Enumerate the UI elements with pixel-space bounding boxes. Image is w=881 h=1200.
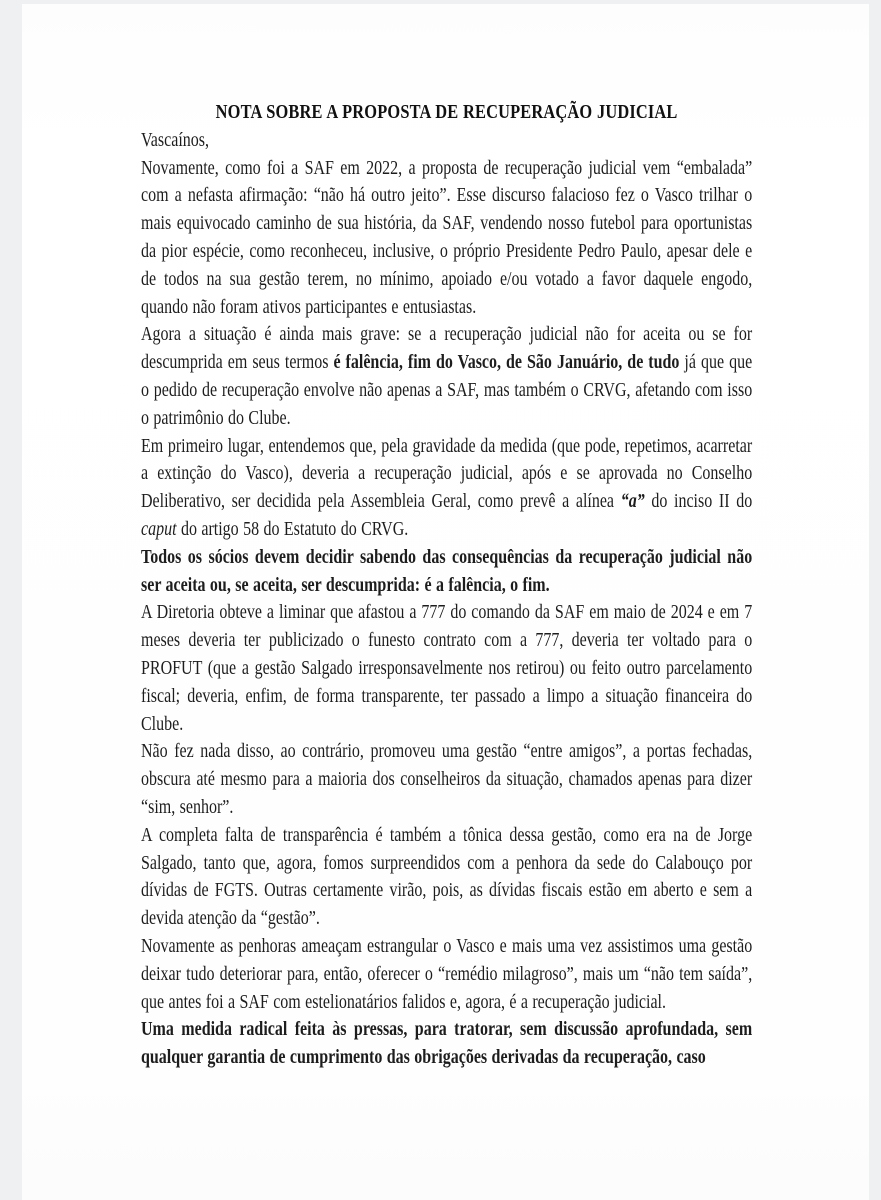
text-segment: Em primeiro lugar, entendemos que, pela gravidade da medida (que pode, repetimos, acarretar a extinção do Vasco), deveria a recuperação judicial, após e se aprovada no Conselho Deliberativo, ser decidida pela Assembleia Geral, como prevê a alínea	[141, 434, 753, 513]
paragraph	[141, 738, 752, 821]
text-segment: Não fez nada disso, ao contrário, promoveu uma gestão “entre amigos”, a portas fechadas, obscura até mesmo para a maioria dos conselheiros da situação, chamados apenas para dizer “sim, senhor”.	[141, 740, 753, 818]
text-segment: Novamente, como foi a SAF em 2022, a proposta de recuperação judicial vem “embalada” com a nefasta afirmação: “não há outro jeito”. Esse discurso falacioso fez o Vasco trilhar o mais equivocado caminho de sua história, da SAF, vendendo nosso futebol para oportunistas da pior espécie, como reconheceu, inclusive, o próprio Presidente Pedro Paulo, apesar dele e de todos na sua gestão terem, no mínimo, apoiado e/ou votado a favor daquele engodo, quando não foram ativos participantes e entusiastas.	[141, 156, 753, 318]
paragraph	[141, 1016, 752, 1072]
text-segment: Vascaínos,	[141, 128, 209, 151]
paragraph	[141, 433, 752, 544]
text-segment: Todos os sócios devem decidir sabendo das consequências da recuperação judicial não ser aceita ou, se aceita, ser descumprida: é a falência, o fim.	[141, 545, 753, 596]
text-segment: A Diretoria obteve a liminar que afastou a 777 do comando da SAF em maio de 2024 e em 7 meses deveria ter publicizado o funesto contrato com a 777, deveria ter voltado para o PROFUT (que a gestão Salgado irresponsavelmente nos retirou) ou feito outro parcelamento fiscal; deveria, enfim, de forma transparente, ter passado a limpo a situação financeira do Clube.	[141, 601, 753, 735]
paragraph	[141, 933, 752, 1016]
paragraph	[141, 544, 752, 600]
document-body	[141, 127, 752, 1072]
text-segment: Agora a situação é ainda mais grave: se a recuperação judicial não for aceita ou se for descumprida em seus termos	[141, 323, 753, 374]
text-segment: já que que o pedido de recuperação envolve não apenas a SAF, mas também o CRVG, afetando com isso o patrimônio do Clube.	[141, 351, 753, 429]
paragraph	[141, 155, 752, 322]
text-segment: do artigo 58 do Estatuto do CRVG.	[176, 517, 409, 540]
paragraph	[141, 822, 752, 933]
document-page	[22, 4, 869, 1200]
text-segment: Uma medida radical feita às pressas, para tratorar, sem discussão aprofundada, sem qualquer garantia de cumprimento das obrigações derivadas da recuperação, caso	[141, 1018, 753, 1069]
text-segment: do inciso II do	[644, 490, 753, 513]
text-segment: “a”	[620, 490, 645, 513]
paragraph	[141, 127, 752, 155]
paragraph	[141, 599, 752, 738]
document-content	[141, 99, 752, 1072]
text-segment: Novamente as penhoras ameaçam estrangular o Vasco e mais uma vez assistimos uma gestão deixar tudo deteriorar para, então, oferecer o “remédio milagroso”, mais um “não tem saída”, que antes foi a SAF com estelionatários falidos e, agora, é a recuperação judicial.	[141, 934, 753, 1013]
text-segment: caput	[141, 517, 177, 540]
text-segment: A completa falta de transparência é também a tônica dessa gestão, como era na de Jorge Salgado, tanto que, agora, fomos surpreendidos com a penhora da sede do Calabouço por dívidas de FGTS. Outras certamente virão, pois, as dívidas fiscais estão em aberto e sem a devida atenção da “gestão”.	[141, 823, 753, 930]
text-segment: é falência, fim do Vasco, de São Januário, de tudo	[333, 351, 680, 374]
paragraph	[141, 321, 752, 432]
document-title: NOTA SOBRE A PROPOSTA DE RECUPERAÇÃO JUDICIAL	[215, 101, 678, 123]
